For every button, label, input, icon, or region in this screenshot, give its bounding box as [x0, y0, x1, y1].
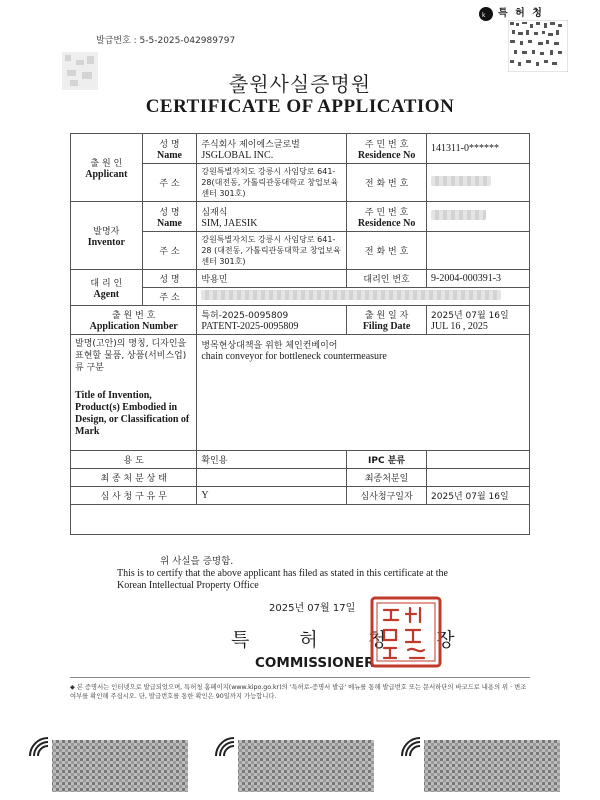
application-number: 특허-2025-0095809 PATENT-2025-0095809: [197, 306, 347, 335]
applicant-name: 주식회사 제이에스글로벌 JSGLOBAL INC.: [197, 134, 347, 164]
applicant-address-label: 주 소: [142, 164, 197, 202]
issue-date: 2025년 07월 17일: [269, 603, 356, 614]
inventor-phone-label: 전 화 번 호: [347, 232, 427, 270]
application-number-label: 출 원 번 호 Application Number: [71, 306, 197, 335]
agent-address-label: 주 소: [142, 288, 197, 306]
inventor-residence-redacted: [427, 202, 530, 232]
applicant-section-label: 출 원 인 Applicant: [71, 134, 143, 202]
office-korean: 특 허 청 장: [231, 629, 477, 651]
official-seal-icon: [370, 596, 442, 668]
barcode-icon: [26, 734, 192, 794]
agent-name: 박용민: [197, 270, 347, 288]
applicant-name-label: 성 명 Name: [142, 134, 197, 164]
inventor-name-label: 성 명 Name: [142, 202, 197, 232]
ipc-label: IPC 분류: [347, 451, 427, 469]
applicant-address: 강원특별자치도 강릉시 사임당로 641-28(대전동, 가톨릭관동대학교 창업보육센터 301호): [197, 164, 347, 202]
svg-text:k: k: [482, 12, 486, 19]
inventor-address: 강원특별자치도 강릉시 사임당로 641-28 (대전동, 가톨릭관동대학교 창업보육센터 301호): [197, 232, 347, 270]
agent-section-label: 대 리 인 Agent: [71, 270, 143, 306]
qr-code-icon: [508, 20, 568, 72]
ipc-value: [427, 451, 530, 469]
verification-footnote: ◆ 본 증명서는 인터넷으로 발급되었으며, 특허청 홈페이지(www.kipo.go.kr)의 '특허로-증명서 발급' 메뉴를 통해 발급번호 또는 문서하단의 바코드로 내용의 위 · 변조 여부를 확인해 주십시오. 단, 발급번호를 통한 확인은 90일까지 가능합니다.: [70, 684, 527, 700]
barcode-icon: [398, 734, 564, 794]
examination-value: Y: [197, 487, 347, 505]
certification-english: This is to certify that the above applicant has filed as stated in this certificate at the Korean Intellectual Property Office: [117, 568, 448, 591]
final-status-date: [427, 469, 530, 487]
purpose-label: 용 도: [71, 451, 197, 469]
inventor-section-label: 발명자 Inventor: [71, 202, 143, 270]
final-status-date-label: 최종처분일: [347, 469, 427, 487]
inventor-name: 심재식 SIM, JAESIK: [197, 202, 347, 232]
kipo-label: 특 허 청: [498, 8, 544, 19]
agent-address-redacted: [197, 288, 530, 306]
applicant-phone-redacted: [427, 164, 530, 202]
examination-label: 심 사 청 구 유 무: [71, 487, 197, 505]
barcode-icon: [212, 734, 378, 794]
applicant-residence-label: 주 민 번 호 Residence No: [347, 134, 427, 164]
examination-date-label: 심사청구일자: [347, 487, 427, 505]
agent-code-label: 대리인 번호: [347, 270, 427, 288]
office-english: COMMISSIONER: [255, 655, 375, 671]
filing-date: 2025년 07월 16일 JUL 16 , 2025: [427, 306, 530, 335]
examination-date: 2025년 07월 16일: [427, 487, 530, 505]
issue-number: 발급번호 : 5-5-2025-042989797: [96, 36, 236, 46]
invention-title-label: 발명(고안)의 명칭, 디자인을 표현할 물품, 상품(서비스업)류 구분 Title of Invention, Product(s) Embodied in Design, or Classification of Mark: [71, 335, 197, 451]
inventor-residence-label: 주 민 번 호 Residence No: [347, 202, 427, 232]
title-english: CERTIFICATE OF APPLICATION: [145, 96, 455, 117]
final-status-label: 최 종 처 분 상 태: [71, 469, 197, 487]
agent-name-label: 성 명: [142, 270, 197, 288]
purpose-value: 확인용: [197, 451, 347, 469]
certificate-table: [70, 133, 530, 535]
applicant-residence-no: 141311-0******: [427, 134, 530, 164]
inventor-phone: [427, 232, 530, 270]
footer-divider: [70, 677, 530, 678]
certification-korean: 위 사실을 증명함.: [160, 556, 234, 567]
inventor-address-label: 주 소: [142, 232, 197, 270]
title-korean: 출원사실증명원: [228, 72, 372, 96]
empty-row: [71, 505, 530, 535]
filing-date-label: 출 원 일 자 Filing Date: [347, 306, 427, 335]
invention-title: 병목현상대책을 위한 체인컨베이어 chain conveyor for bottleneck countermeasure: [197, 335, 530, 451]
final-status-value: [197, 469, 347, 487]
agent-code: 9-2004-000391-3: [427, 270, 530, 288]
applicant-phone-label: 전 화 번 호: [347, 164, 427, 202]
